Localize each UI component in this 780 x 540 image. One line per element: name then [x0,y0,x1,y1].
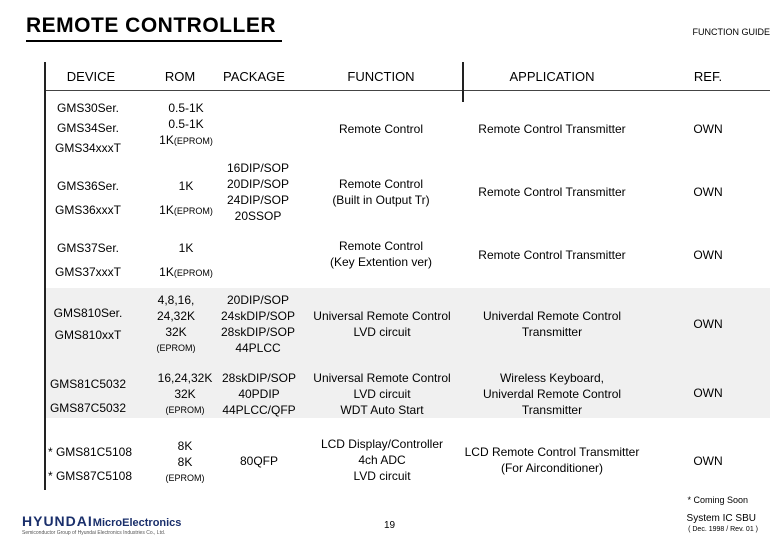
row6-package: 80QFP [239,454,278,468]
application-line: Univerdal Remote Control [482,387,622,401]
rom-size: 0.5-1K [168,117,204,131]
application-line: (For Airconditioner) [500,461,604,475]
package-line: 20DIP/SOP [226,293,290,307]
function-line: Remote Control [338,239,424,253]
row1-ref: OWN [693,122,723,136]
device-name: GMS810Ser. [53,306,123,320]
device-name: GMS36Ser. [56,179,120,193]
function-line: Remote Control [338,177,424,191]
division-label: System IC SBU [686,513,756,524]
col-header-ref: REF. [693,69,723,84]
rom-size: 4,8,16, [157,293,195,307]
row4-rom [140,292,212,356]
company-tagline: Semiconductor Group of Hyundai Electronics Industries Co., Ltd. [22,530,166,536]
rom-eprom: (EPROM) [156,343,196,353]
device-name: GMS87C5032 [49,401,127,415]
row2-function [306,176,456,208]
device-name: * GMS81C5108 [47,445,133,459]
page-number: 19 [384,520,396,531]
application-line: Wireless Keyboard, [499,371,605,385]
package-line: 40PDIP [238,387,280,401]
rom-eprom: 1K(EPROM) [159,265,213,279]
row5-function [304,370,460,418]
application-line: Transmitter [521,403,583,417]
function-line: LVD circuit [353,387,411,401]
device-name: GMS81C5032 [49,377,127,391]
row5-device [48,372,128,420]
row4-package [210,292,306,356]
row1-rom [146,100,226,149]
rom-size: 32K [174,387,196,401]
function-line: (Built in Output Tr) [332,193,430,207]
package-line: 44PLCC [235,341,281,355]
application-line: Transmitter [521,325,583,339]
function-line: Universal Remote Control [313,371,451,385]
company-logo: HYUNDAIMicroElectronics [22,513,182,529]
rom-size: 32K [165,325,187,339]
function-line: LVD circuit [353,469,411,483]
col-header-device: DEVICE [66,69,116,84]
package-line: 44PLCC/QFP [222,403,296,417]
row4-application [464,308,640,340]
rom-size: 16,24,32K [157,371,213,385]
row5-application [464,370,640,418]
header-divider [44,90,770,91]
col-header-application: APPLICATION [509,69,595,84]
row6-device [44,440,136,488]
col-header-package: PACKAGE [223,69,285,84]
row6-ref: OWN [693,454,723,468]
rom-size: 1K [178,179,194,193]
row4-ref: OWN [693,317,723,331]
row2-ref: OWN [693,185,723,199]
row1-device [48,98,128,158]
col-header-function: FUNCTION [347,69,415,84]
device-name: GMS34Ser. [56,121,120,135]
row3-rom [146,236,226,285]
row2-application: Remote Control Transmitter [478,185,626,199]
device-name: GMS37xxxT [54,265,121,279]
package-line: 24DIP/SOP [226,193,290,207]
function-guide-label: FUNCTION GUIDE [692,27,770,37]
package-line: 24skDIP/SOP [220,309,296,323]
row1-application: Remote Control Transmitter [478,122,626,136]
row3-device [48,236,128,284]
rom-size: 24,32K [156,309,196,323]
row3-function [306,238,456,270]
col-header-rom: ROM [164,69,196,84]
function-line: WDT Auto Start [340,403,424,417]
device-name: GMS30Ser. [56,101,120,115]
device-name: GMS37Ser. [56,241,120,255]
row5-ref: OWN [693,386,723,400]
row4-function [304,308,460,340]
rom-eprom: 1K(EPROM) [159,203,213,217]
row6-application [464,444,640,476]
rom-eprom: 1K(EPROM) [159,133,213,147]
shared-package [214,160,302,224]
function-line: (Key Extention ver) [329,255,433,269]
row1-function: Remote Control [338,122,424,136]
coming-soon-note: * Coming Soon [687,495,748,505]
device-name: GMS810xxT [54,328,122,342]
title-underline [26,40,282,42]
function-line: 4ch ADC [358,453,406,467]
row4-device [48,302,128,346]
function-line: Universal Remote Control [313,309,451,323]
row3-ref: OWN [693,248,723,262]
package-line: 20SSOP [234,209,282,223]
device-name: GMS36xxxT [54,203,121,217]
application-line: Univerdal Remote Control [482,309,622,323]
package-line: 28skDIP/SOP [220,325,296,339]
package-line: 16DIP/SOP [226,161,290,175]
table-left-border [44,62,46,490]
page-title: REMOTE CONTROLLER [26,14,276,37]
function-line: LVD circuit [353,325,411,339]
row5-package [214,370,304,418]
row5-rom [148,370,222,418]
package-line: 28skDIP/SOP [221,371,297,385]
row6-function [304,436,460,484]
device-table [44,62,770,490]
rom-eprom: (EPROM) [165,473,205,483]
row3-application: Remote Control Transmitter [478,248,626,262]
revision-date: ( Dec. 1998 / Rev. 01 ) [688,526,758,533]
device-name: * GMS87C5108 [47,469,133,483]
application-line: LCD Remote Control Transmitter [464,445,640,459]
function-line: LCD Display/Controller [320,437,444,451]
rom-size: 1K [178,241,194,255]
rom-eprom: (EPROM) [165,405,205,415]
rom-size: 0.5-1K [168,101,204,115]
rom-size: 8K [177,439,193,453]
device-name: GMS34xxxT [54,141,121,155]
row2-device [48,174,128,222]
package-line: 20DIP/SOP [226,177,290,191]
row6-rom [148,438,222,486]
rom-size: 8K [177,455,193,469]
